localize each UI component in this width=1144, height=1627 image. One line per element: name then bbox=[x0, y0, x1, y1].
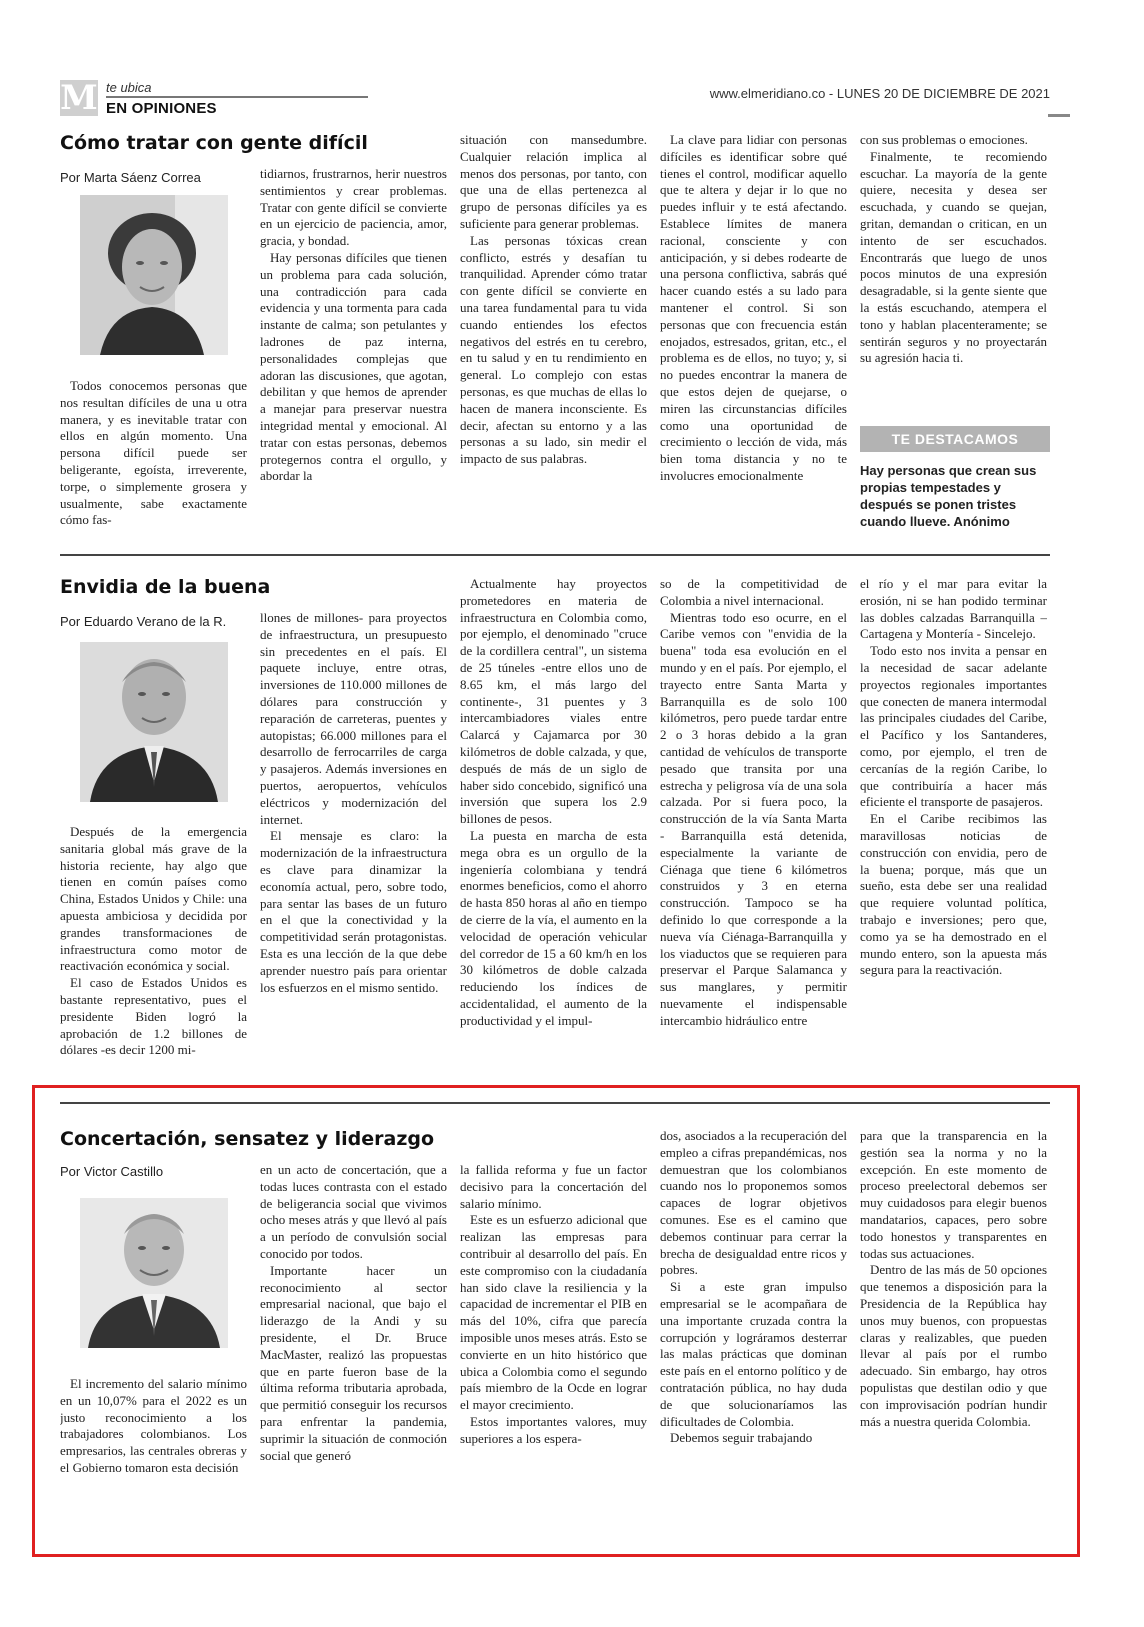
newspaper-logo: M bbox=[60, 78, 98, 118]
article-column-3: la fallida reforma y fue un factor decisivo para la concertación del salario mínimo. Este es un esfuerzo adicional que realizan las empresas para contribuir al desarrollo del país. En este compromiso con la ciudadanía han sido clave la resiliencia y la capacidad de incrementar el PIB en más del 10%, cifra que parecía imposible unos meses atrás. Esto se convierte en un hito histórico que ubica a Colombia como el segundo país miembro de la Ocde en lograr el mayor crecimiento. Estos importantes valores, muy superiores a los espera- bbox=[460, 1162, 647, 1446]
article-column-1: Después de la emergencia sanitaria global más grave de la historia reciente, hay algo que tienen en común países como China, Estados Unidos y Chile: una apuesta ambiciosa y decidida por grandes transformaciones de infraestructura como motor de reactivación económica y social. El caso de Estados Unidos es bastante representativo, pues el presidente Biden logró la aprobación de 1.2 billones de dólares -es decir 1200 mi- bbox=[60, 824, 247, 1058]
article-byline: Por Marta Sáenz Correa bbox=[60, 170, 201, 185]
section-title: EN OPINIONES bbox=[106, 100, 217, 117]
article-column-1: Todos conocemos personas que nos resultan difíciles de una u otra manera, y es inevitable tratar con ellos en algún momento. Una persona difícil puede ser beligerante, egoísta, irreverente, torpe, o simplemente grosera y usualmente, sabe exactamente cómo fas- bbox=[60, 378, 247, 528]
dateline: www.elmeridiano.co - LUNES 20 DE DICIEMBRE DE 2021 bbox=[709, 86, 1050, 101]
article-column-2: tidiarnos, frustrarnos, herir nuestros sentimientos y crear problemas. Tratar con gente difícil se convierte en un ejercicio de paciencia, amor, gracia, y bondad. Hay personas difíciles que tienen un problema para cada solución, una contradicción para cada evidencia y una tormenta para cada instante de calma; son petulantes y ladrones de paz interna, personalidades complejas que adoran las discusiones, que agotan, debilitan y que hemos de aprender a manejar para preservar nuestra integridad mental y emocional. Al tratar con estas personas, debemos protegernos contra el orgullo, y abordar la bbox=[260, 166, 447, 484]
article-byline: Por Eduardo Verano de la R. bbox=[60, 614, 227, 629]
portrait-man-icon bbox=[80, 1198, 228, 1348]
tagline: te ubica bbox=[106, 80, 152, 95]
highlight-label: TE DESTACAMOS bbox=[860, 426, 1050, 452]
article-title: Cómo tratar con gente difícil bbox=[60, 132, 368, 154]
article-column-4: so de la competitividad de Colombia a nivel internacional. Mientras todo eso ocurre, en el Caribe vemos con "envidia de la buena" toda esa evolución en el mundo y en el país. Por ejemplo, el trayecto entre Santa Marta y Barranquilla es de solo 100 kilómetros, pero puede tardar entre 2 o 3 horas debido a la gran cantidad de vehículos de transporte pesado que transita por una estrecha y peligrosa vía de una sola calzada. Por si fuera poco, la construcción de la vía Santa Marta - Barranquilla está detenida, especialmente la variante de Ciénaga que tiene 6 kilómetros construidos y 3 en eterna construcción. Tampoco se ha definido lo que corresponde a la nueva vía Ciénaga-Barranquilla y los viaductos que se requieren para preservar el Parque Salamanca y sus manglares, y permitir nuevamente el indispensable intercambio hidráulico entre bbox=[660, 576, 847, 1028]
article-column-4: La clave para lidiar con personas difíciles es identificar sobre qué tienes el control, modificar aquello que te altera y dejar ir lo que no puedes influir y te está afectando. Establece límites de manera racional, consciente y con anticipación, y si debes rodearte de una persona conflictiva, sabrás qué hacer cuando estés a su lado para mantener el control. Si son personas que con frecuencia están enojados, estresados, gritan, etc., el problema es de ellos, no tuyo; y, si no puedes encontrar la manera de que estos dejen de quejarse, o miren las circunstancias difíciles como una oportunidad de crecimiento o lección de vida, más bien toma distancia y no te involucres emocionalmente bbox=[660, 132, 847, 483]
section-divider bbox=[60, 554, 1050, 556]
section-divider bbox=[60, 1102, 1050, 1104]
article-envidia-buena bbox=[60, 574, 1070, 1079]
article-gente-dificil bbox=[60, 130, 1070, 550]
header-dash bbox=[1048, 114, 1070, 117]
masthead bbox=[60, 80, 1070, 120]
article-title: Envidia de la buena bbox=[60, 576, 271, 598]
article-title: Concertación, sensatez y liderazgo bbox=[60, 1128, 435, 1150]
portrait-woman-icon bbox=[80, 195, 228, 355]
section-underline bbox=[106, 96, 368, 98]
article-column-5: con sus problemas o emociones. Finalmente, te recomiendo escuchar. La mayoría de la gente quiere, necesita y desea ser escuchada, y cuando se quejan, gritan, demandan o critican, en un intento de ser escuchados. Encontrarás que luego de unos pocos minutos de una expresión desagradable, si la gente siente que la estás escuchando, atempera el tono y hablan placenteramente; se sentirán seguros y no proyectarán su agresión hacia ti. bbox=[860, 132, 1047, 366]
article-column-3: situación con mansedumbre. Cualquier relación implica al menos dos personas, por tanto, con que una de ellas pertenezca al grupo de personas difíciles ya es suficiente para generar problemas. Las personas tóxicas crean conflicto, estrés y desafían tu tranquilidad. Aprender cómo tratar con gente difícil se convierte en una tarea fundamental para tu vida cuando entiendes los efectos negativos del estrés en tu cerebro, en tu salud y en tu rendimiento en general. Lo complejo con estas personas, es que muchas de ellas lo hacen de manera inconsciente. Es decir, afectan su entorno y a las personas a su lado, sin medir el impacto de sus palabras. bbox=[460, 132, 647, 467]
article-column-2: en un acto de concertación, que a todas luces contrasta con el estado de beligerancia social que vivimos ocho meses atrás y que llevó al país a un período de convulsión social conocido por todos. Importante hacer un reconocimiento al sector empresarial nacional, que bajo el liderazgo de la Andi y su presidente, el Dr. Bruce MacMaster, realizó las propuestas que en parte fueron base de la última reforma tributaria aprobada, que permitió conseguir los recursos para enfrentar la pandemia, suprimir la situación de conmoción social que generó bbox=[260, 1162, 447, 1463]
article-column-4: dos, asociados a la recuperación del empleo a cifras prepandémicas, nos demuestran que los colombianos cuando nos lo proponemos somos capaces de lograr objetivos comunes. Ese es el camino que debemos continuar para cerrar la brecha de desigualdad entre ricos y pobres. Si a este gran impulso empresarial se le acompañara de una importante cruzada contra la corrupción y lográramos desterrar las malas prácticas que dominan este país en el entorno político y de contratación pública, no hay duda de que solucionaríamos las dificultades de Colombia. Debemos seguir trabajando bbox=[660, 1128, 847, 1446]
article-column-2: llones de millones- para proyectos de infraestructura, un presupuesto sin precedentes en el país. El paquete incluye, entre otras, inversiones de 110.000 millones de dólares para construcción y reparación de carreteras, puentes y autopistas; 66.000 millones para el desarrollo de ferrocarriles de carga y pasajeros. Además inversiones en puertos, aeropuertos, vehículos eléctricos y modernización del internet. El mensaje es claro: la modernización de la infraestructura es clave para dinamizar la economía actual, pero, sobre todo, para sentar las bases de un futuro en el que la conectividad y la competitividad serán protagonistas. Esta es una lección de la que debe aprender nuestro país para orientar los esfuerzos en el mismo sentido. bbox=[260, 610, 447, 995]
author-photo bbox=[80, 642, 228, 802]
article-column-5: el río y el mar para evitar la erosión, ni se han podido terminar las dobles calzadas Barranquilla – Cartagena y Montería - Sincelejo. Todo esto nos invita a pensar en la necesidad de sacar adelante proyectos regionales importantes que conecten de manera intermodal las principales ciudades del Caribe, el Pacífico y los Santanderes, como, por ejemplo, el tren de cercanías de la región Caribe, lo que contribuiría a hacer más eficiente el transporte de pasajeros. En el Caribe recibimos las maravillosas noticias de construcción con envidia, pero de la buena; porque, más que un sueño, esta debe ser una realidad que requiere voluntad política, trabajo e inversiones; pero que, como ya se ha demostrado en el mundo entero, son la apuesta más segura para la reactivación. bbox=[860, 576, 1047, 978]
article-column-3: Actualmente hay proyectos prometedores en materia de infraestructura en Colombia como, por ejemplo, el denominado "cruce de la cordillera central", un sistema de 25 túneles -entre ellos uno de 8.65 km, el más largo del continente-, 31 puentes y 3 intercambiadores viales entre Calarcá y Cajamarca por 30 kilómetros de doble calzada, y que, después de más de un siglo de haber sido concebido, significó una inversión que supera los 2.9 billones de pesos. La puesta en marcha de esta mega obra es un orgullo de la ingeniería colombiana y tendrá enormes beneficios, como el ahorro de hasta 850 horas al año en tiempo de cierre de la vía, el aumento en la velocidad de operación vehicular del corredor de 15 a 60 km/h en los 30 kilómetros de doble calzada reduciendo los índices de accidentalidad, el aumento de la productividad y el impul- bbox=[460, 576, 647, 1028]
author-photo bbox=[80, 195, 228, 355]
highlight-quote: Hay personas que crean sus propias tempestades y después se ponen tristes cuando llueve. Anónimo bbox=[860, 463, 1037, 529]
article-column-5: para que la transparencia en la gestión sea la norma y no la excepción. En este momento de proceso preelectoral debemos ser muy cuidadosos para elegir buenos mandatarios, capaces, pero sobre todo honestos y transparentes en todas sus actuaciones. Dentro de las más de 50 opciones que tenemos a disposición para la Presidencia de la República hay unos muy buenos, con propuestas claras y realizables, que pueden llevar al país por el rumbo adecuado. Sin embargo, hay otros populistas que destilan odio y que con improvisación podrían hundir más a nuestra querida Colombia. bbox=[860, 1128, 1047, 1429]
author-photo bbox=[80, 1198, 228, 1348]
article-concertacion bbox=[60, 1128, 1070, 1540]
article-column-1: El incremento del salario mínimo en un 10,07% para el 2022 es un justo reconocimiento a los trabajadores colombianos. Los empresarios, las centrales obreras y el Gobierno tomaron esta decisión bbox=[60, 1376, 247, 1475]
portrait-man-icon bbox=[80, 642, 228, 802]
article-byline: Por Victor Castillo bbox=[60, 1164, 164, 1179]
